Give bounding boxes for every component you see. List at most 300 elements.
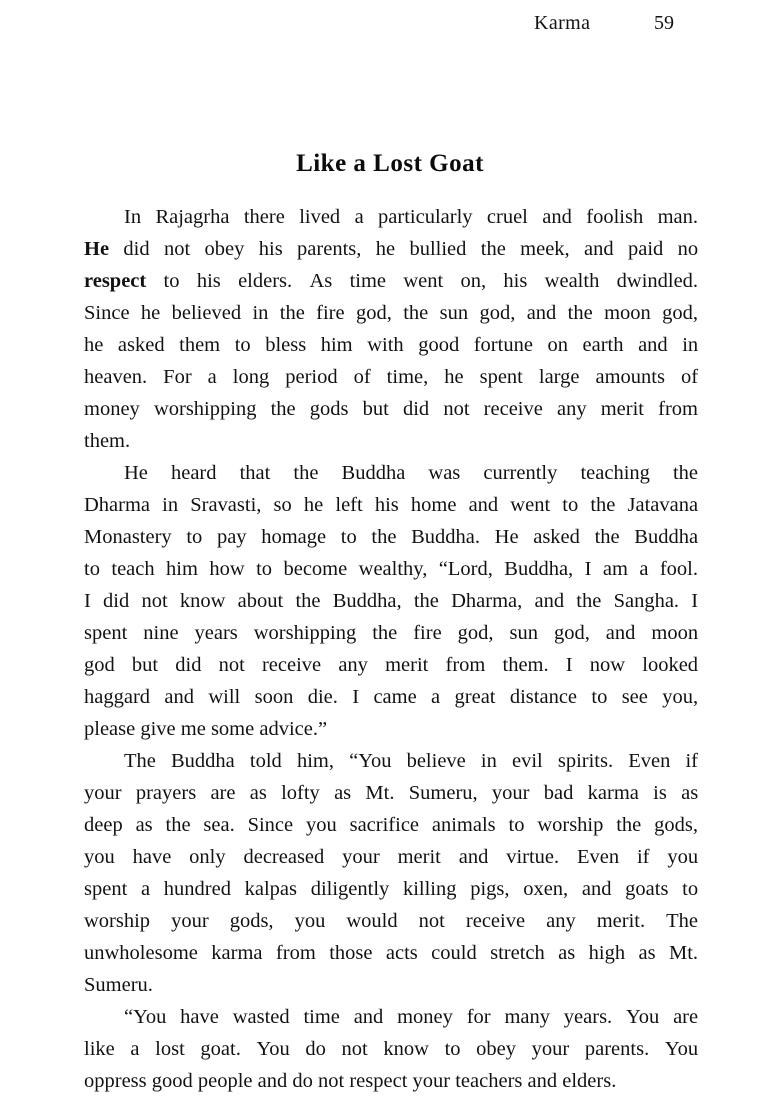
word: not (341, 1038, 368, 1060)
text-line (84, 457, 698, 489)
word: You (256, 1038, 290, 1060)
word: only (189, 846, 226, 868)
word: Even (628, 750, 671, 772)
text-line (84, 873, 698, 905)
word: not (141, 590, 168, 612)
text-line (84, 265, 698, 297)
word: your (84, 782, 122, 804)
word: “Lord, (438, 558, 493, 580)
word: a (140, 878, 151, 900)
text-line (84, 1065, 698, 1097)
word: gods (309, 398, 349, 420)
page-number: 59 (654, 11, 674, 34)
text-line (84, 617, 698, 649)
word: fire (316, 302, 345, 324)
word: Dharma, (451, 590, 523, 612)
word: not (163, 238, 191, 260)
word: and (164, 686, 194, 708)
word: the (590, 494, 616, 516)
word: to (562, 494, 579, 516)
word: and (584, 238, 614, 260)
word: asked (533, 526, 580, 548)
word: him (320, 334, 353, 356)
word: did (402, 398, 430, 420)
word: but (131, 654, 159, 676)
word: oxen, (523, 878, 569, 900)
word: You (664, 1038, 699, 1060)
word: any (556, 398, 587, 420)
paragraph-4 (84, 1001, 698, 1097)
word: god, (355, 302, 392, 324)
word: you, (662, 686, 699, 708)
word: heard (170, 462, 217, 484)
word: them. (502, 654, 549, 676)
word: karma (211, 942, 263, 964)
word: respect (349, 1070, 408, 1092)
word: spirits. (557, 750, 614, 772)
word: not (418, 910, 445, 932)
word: have (180, 1006, 219, 1028)
word: to (234, 334, 251, 356)
word: and (526, 302, 557, 324)
text-line (84, 745, 698, 777)
word: not (318, 1070, 345, 1092)
word: of (353, 366, 371, 388)
word: and (542, 206, 572, 228)
word: elders. (562, 1070, 617, 1092)
word: evil (511, 750, 543, 772)
word: to (682, 878, 699, 900)
word: went (403, 270, 444, 292)
word: did (123, 238, 150, 260)
word: earth (582, 334, 624, 356)
word: know (179, 590, 226, 612)
word: your (412, 1070, 451, 1092)
body-text (84, 201, 698, 1097)
text-line (84, 425, 698, 457)
word: on, (460, 270, 487, 292)
word: Monastery (84, 526, 172, 548)
word: he (375, 238, 396, 260)
word: would (346, 910, 398, 932)
word: any (546, 910, 576, 932)
text-line (84, 905, 698, 937)
word: is (653, 782, 667, 804)
word: the (567, 302, 593, 324)
word: do (292, 1070, 313, 1092)
word: he (84, 334, 104, 356)
word: know (383, 1038, 429, 1060)
word: many (504, 1006, 550, 1028)
word: wealth (544, 270, 600, 292)
word: from (445, 654, 486, 676)
word: sea. (203, 814, 235, 836)
word: the (413, 590, 439, 612)
word: wasted (232, 1006, 290, 1028)
word: his (374, 494, 399, 516)
word: a (207, 366, 217, 388)
word: worship (537, 814, 604, 836)
word: Rajagrha (155, 206, 230, 228)
word: any (338, 654, 368, 676)
word: goat. (200, 1038, 241, 1060)
word: teaching (580, 462, 650, 484)
word: if (636, 846, 650, 868)
word: of (680, 366, 699, 388)
running-header (84, 6, 697, 40)
paragraph-3 (84, 745, 698, 1001)
word: lived (299, 206, 341, 228)
word: so (273, 494, 292, 516)
word: oppress (84, 1070, 147, 1092)
word: great (454, 686, 496, 708)
word: the (616, 814, 642, 836)
word: “You (124, 1006, 167, 1028)
word: spent (479, 366, 523, 388)
word: moon (604, 302, 651, 324)
word: a (639, 558, 649, 580)
word: in (162, 494, 179, 516)
text-line (84, 1033, 698, 1065)
word: time (303, 1006, 340, 1028)
text-line (84, 297, 698, 329)
word: soon (254, 686, 294, 708)
word: man. (657, 206, 698, 228)
word: Buddha (341, 462, 406, 484)
word: period (285, 366, 338, 388)
word: those (329, 942, 373, 964)
word: I (584, 558, 592, 580)
word: sun (439, 302, 469, 324)
word: dwindled. (616, 270, 699, 292)
text-line (84, 201, 698, 233)
word: on (547, 334, 568, 356)
word: the (279, 302, 305, 324)
word: and (458, 846, 489, 868)
word: Buddha (171, 750, 235, 772)
word: merit (600, 398, 644, 420)
word: currently (483, 462, 558, 484)
word: do (305, 1038, 326, 1060)
word: die. (307, 686, 338, 708)
word: bullied (409, 238, 467, 260)
word: He (84, 238, 110, 260)
word: For (163, 366, 192, 388)
word: as (334, 782, 352, 804)
text-line (84, 777, 698, 809)
word: meek, (520, 238, 570, 260)
word: some (210, 718, 255, 740)
word: if (685, 750, 699, 772)
word: lost (155, 1038, 185, 1060)
word: the (295, 590, 321, 612)
word: lofty (281, 782, 320, 804)
paragraph-1 (84, 201, 698, 457)
word: merit. (596, 910, 646, 932)
word: parents. (584, 1038, 650, 1060)
word: paid (628, 238, 664, 260)
word: distance (509, 686, 578, 708)
word: to (340, 526, 357, 548)
word: god, (662, 302, 698, 324)
word: you (667, 846, 699, 868)
word: Sumeru. (84, 974, 153, 996)
word: merit (397, 846, 441, 868)
word: receive (465, 910, 526, 932)
word: time, (386, 366, 429, 388)
word: time (349, 270, 386, 292)
word: to (508, 814, 525, 836)
word: Buddha (634, 526, 699, 548)
word: your (491, 782, 530, 804)
word: asked (117, 334, 165, 356)
word: and (257, 1070, 288, 1092)
word: advice.” (259, 718, 328, 740)
word: fire (413, 622, 442, 644)
word: elders. (238, 270, 293, 292)
text-line (84, 809, 698, 841)
word: looked (642, 654, 699, 676)
word: wealthy, (358, 558, 428, 580)
word: “You (349, 750, 392, 772)
word: Buddha, (332, 590, 402, 612)
word: a (431, 686, 441, 708)
word: virtue. (506, 846, 560, 868)
word: for (466, 1006, 491, 1028)
word: believed (171, 302, 242, 324)
word: Sravasti, (190, 494, 262, 516)
text-line (84, 649, 698, 681)
word: the (165, 814, 191, 836)
paragraph-2 (84, 457, 698, 745)
word: gods, (229, 910, 274, 932)
word: high (588, 942, 626, 964)
word: them (179, 334, 221, 356)
word: unwholesome (84, 942, 198, 964)
word: become (283, 558, 348, 580)
word: give (140, 718, 176, 740)
word: The (666, 910, 699, 932)
word: god, (479, 302, 516, 324)
word: foolish (586, 206, 644, 228)
word: money (397, 1006, 453, 1028)
word: hundred (163, 878, 231, 900)
word: the (371, 526, 397, 548)
word: merit (385, 654, 429, 676)
word: good (418, 334, 460, 356)
word: worshipping (253, 622, 357, 644)
word: As (309, 270, 333, 292)
word: as (558, 942, 576, 964)
word: to (444, 1038, 461, 1060)
word: I (84, 590, 91, 612)
word: receive (261, 654, 322, 676)
word: In (124, 206, 142, 228)
word: good (151, 1070, 193, 1092)
word: was (428, 462, 461, 484)
word: teach (111, 558, 155, 580)
word: cruel (486, 206, 528, 228)
word: went (510, 494, 551, 516)
word: as (681, 782, 699, 804)
word: now (589, 654, 626, 676)
word: god, (553, 622, 590, 644)
word: teachers (455, 1070, 523, 1092)
word: The (124, 750, 156, 772)
word: could (431, 942, 477, 964)
word: the (372, 622, 398, 644)
word: am (602, 558, 628, 580)
word: pay (216, 526, 247, 548)
word: people (197, 1070, 253, 1092)
word: and (527, 1070, 558, 1092)
text-line (84, 393, 698, 425)
word: Jatavana (627, 494, 699, 516)
text-line (84, 521, 698, 553)
word: you (305, 814, 337, 836)
word: as (638, 942, 656, 964)
word: a (130, 1038, 140, 1060)
text-line (84, 489, 698, 521)
word: fortune (473, 334, 533, 356)
word: you (294, 910, 326, 932)
word: he (140, 302, 161, 324)
word: told (249, 750, 282, 772)
word: him (166, 558, 198, 580)
word: animals (431, 814, 496, 836)
text-line (84, 713, 698, 745)
word: like (84, 1038, 115, 1060)
word: amounts (595, 366, 665, 388)
word: but (362, 398, 389, 420)
word: long (232, 366, 270, 388)
word: acts (385, 942, 418, 964)
word: to (591, 686, 608, 708)
word: sacrifice (349, 814, 420, 836)
word: Since (84, 302, 130, 324)
word: deep (84, 814, 123, 836)
word: homage (261, 526, 327, 548)
word: Buddha, (504, 558, 574, 580)
word: home (410, 494, 457, 516)
word: did (103, 590, 130, 612)
word: respect (84, 270, 147, 292)
word: from (658, 398, 698, 420)
word: receive (483, 398, 543, 420)
word: large (538, 366, 580, 388)
word: and (534, 590, 565, 612)
word: he (303, 494, 324, 516)
word: fool. (659, 558, 698, 580)
word: to (186, 526, 203, 548)
word: I (565, 654, 573, 676)
word: Mt. (669, 942, 699, 964)
word: spent (84, 622, 128, 644)
word: stretch (490, 942, 545, 964)
word: haggard (84, 686, 151, 708)
word: left (335, 494, 363, 516)
word: worshipping (153, 398, 257, 420)
word: bad (543, 782, 574, 804)
word: your (342, 846, 380, 868)
word: karma (587, 782, 639, 804)
word: diligently (310, 878, 390, 900)
word: years (194, 622, 238, 644)
running-header-chapter-title: Karma (534, 11, 591, 34)
word: spent (84, 878, 128, 900)
word: no (677, 238, 699, 260)
word: prayers (135, 782, 197, 804)
word: moon (651, 622, 699, 644)
word: the (576, 590, 602, 612)
word: and (638, 334, 668, 356)
word: You (626, 1006, 660, 1028)
word: in (480, 750, 497, 772)
word: to (256, 558, 273, 580)
word: pigs, (470, 878, 510, 900)
word: goats (625, 878, 669, 900)
word: Dharma (84, 494, 151, 516)
word: gods, (654, 814, 698, 836)
word: me (180, 718, 206, 740)
word: and (468, 494, 499, 516)
word: Mt. (365, 782, 395, 804)
word: and (353, 1006, 384, 1028)
story-title: Like a Lost Goat (296, 149, 484, 177)
word: are (210, 782, 236, 804)
word: I (352, 686, 360, 708)
word: about (237, 590, 284, 612)
word: heaven. (84, 366, 148, 388)
word: Sangha. (613, 590, 680, 612)
word: the (672, 462, 699, 484)
text-line (84, 969, 698, 1001)
word: the (270, 398, 296, 420)
word: in (682, 334, 699, 356)
word: there (243, 206, 285, 228)
word: obey (476, 1038, 517, 1060)
text-line (84, 585, 698, 617)
word: particularly (378, 206, 473, 228)
word: will (208, 686, 241, 708)
word: and (581, 878, 612, 900)
text-line (84, 681, 698, 713)
word: your (171, 910, 209, 932)
word: to (163, 270, 180, 292)
word: believe (406, 750, 466, 772)
word: a (354, 206, 364, 228)
word: the (293, 462, 319, 484)
word: not (218, 654, 245, 676)
word: Since (247, 814, 294, 836)
word: decreased (243, 846, 325, 868)
word: parents, (297, 238, 362, 260)
word: money (84, 398, 140, 420)
text-line (84, 841, 698, 873)
word: killing (402, 878, 457, 900)
word: from (275, 942, 316, 964)
word: sun (509, 622, 538, 644)
word: god, (457, 622, 494, 644)
word: please (84, 718, 136, 740)
word: how (209, 558, 245, 580)
word: and (605, 622, 636, 644)
word: to (84, 558, 100, 580)
word: his (258, 238, 283, 260)
text-line (84, 329, 698, 361)
word: He (124, 462, 148, 484)
word: as (249, 782, 267, 804)
